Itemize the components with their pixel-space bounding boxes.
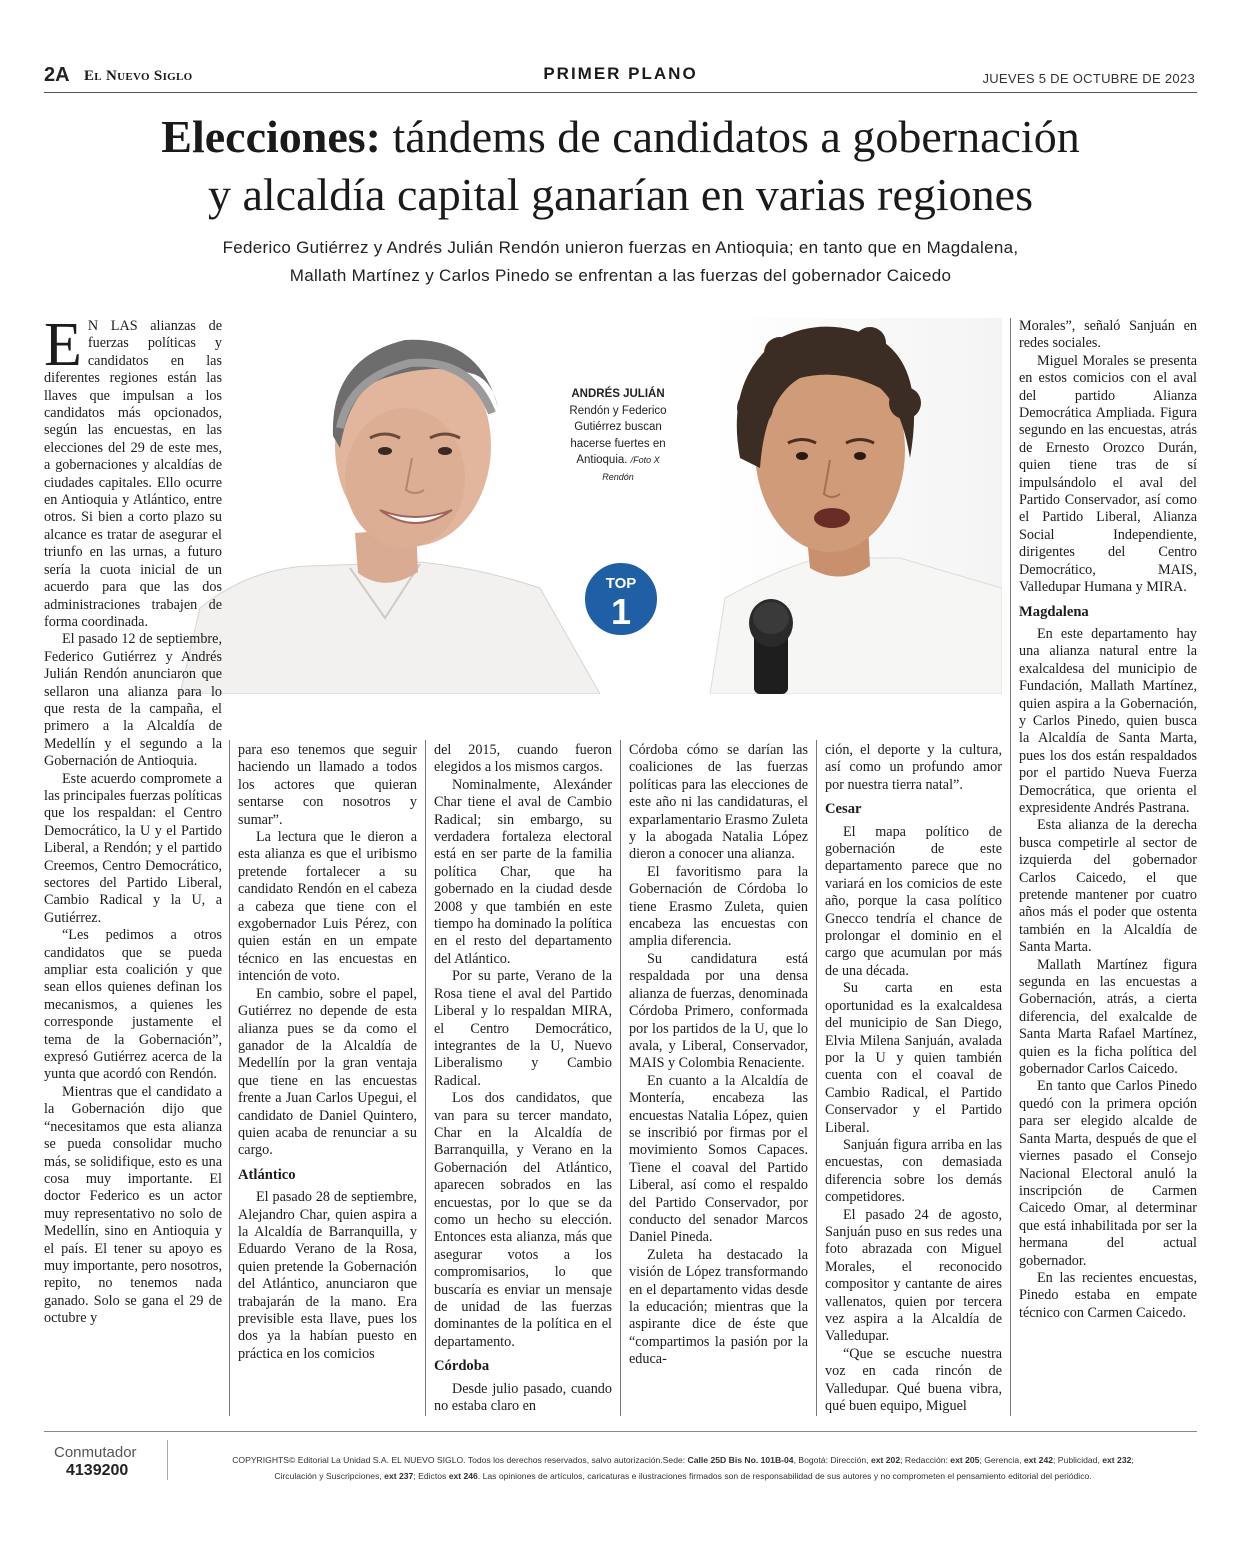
top-1-badge bbox=[582, 560, 660, 638]
subheadline-line1: Federico Gutiérrez y Andrés Julián Rendón unieron fuerzas en Antioquia; en tanto que en Magdalena, bbox=[222, 238, 1019, 257]
article-paragraph: Mallath Martínez figura segunda en las encuestas a Gobernación, atrás, a cierta diferencia, del exalcalde de Santa Marta Rafael Martínez, quien es la ficha política del gobernador Carlos Caicedo. bbox=[1019, 956, 1197, 1078]
article-paragraph: El mapa político de gobernación de este departamento parece que no variará en los comicios de este año, porque la casa político Gnecco tendría el chance de prolongar el dominio en el cargo que acumulan por más de una década. bbox=[825, 823, 1002, 979]
header-rule bbox=[44, 92, 1197, 93]
article-paragraph: Su carta en esta oportunidad es la exalcaldesa del municipio de San Diego, Elvia Milena Sanjuán, avalada por la U y quien también cuenta con el coaval de Cambio Radical, el Partido Conservador y el Partido Liberal. bbox=[825, 980, 1002, 1136]
column-rule bbox=[1010, 318, 1011, 1416]
headline-lead: Elecciones: bbox=[161, 111, 381, 162]
badge-top-text: TOP bbox=[605, 575, 637, 592]
headline-line2: y alcaldía capital ganarían en varias regiones bbox=[207, 169, 1034, 220]
conmutador-label: Conmutador bbox=[54, 1444, 137, 1461]
article-column-3 bbox=[434, 742, 612, 1415]
article-paragraph: Zuleta ha destacado la visión de López transformando en el departamento vidas desde la educación; mientras que la aspirante dice de éste que “compartimos la pasión por la educa- bbox=[629, 1246, 808, 1368]
article-paragraph: En las recientes encuestas, Pinedo estaba en empate técnico con Carmen Caicedo. bbox=[1019, 1269, 1197, 1321]
article-column-1 bbox=[44, 311, 222, 1328]
article-column-4 bbox=[629, 742, 808, 1369]
article-paragraph: Este acuerdo compromete a las principales fuerzas políticas que los respaldan: el Centro Democrático, la U y el Partido Liberal, a Rendón; y el partido Creemos, Centro Democrático, sectores del Partido Liberal, Cambio Radical y la U, a Gutiérrez. bbox=[44, 770, 222, 926]
caption-head: ANDRÉS JULIÁN bbox=[571, 388, 665, 400]
article-paragraph: “Les pedimos a otros candidatos que se pueda ampliar esta coalición y que sean ellos quienes definan los mecanismos, a quienes les corresponde justamente el tema de la Gobernación”, expresó Gutiérrez acerca de la yunta que acordó con Rendón. bbox=[44, 927, 222, 1083]
dropcap: E bbox=[44, 311, 82, 379]
page-number: 2A bbox=[44, 64, 70, 86]
column-rule bbox=[425, 740, 426, 1416]
headline bbox=[30, 108, 1211, 224]
newspaper-name: El Nuevo Siglo bbox=[84, 68, 193, 84]
article-paragraph: Los dos candidatos, que van para su tercer mandato, Char en la Alcaldía de Barranquilla, y Verano en la Gobernación del Atlántico, aparecen sobrados en las encuestas, por lo que se da como un hecho su elección. Entonces esta alianza, más que asegurar votos a los compromisarios, lo que buscaría es enviar un mensaje de unidad de las fuerzas dominantes de la política en el departamento. bbox=[434, 1090, 612, 1350]
article-paragraph: ción, el deporte y la cultura, así como un profundo amor por nuestra tierra natal”. bbox=[825, 742, 1002, 793]
section-title: PRIMER PLANO bbox=[543, 64, 698, 83]
article-column-2 bbox=[238, 742, 417, 1363]
article-paragraph: El pasado 28 de septiembre, Alejandro Char, quien aspira a la Alcaldía de Barranquilla, y Eduardo Verano de la Rosa, quien pretende la Gobernación del Atlántico, anunciaron que trabajarán de la mano. Era previsible esta llave, pues los dos ya la habían puesto en práctica en los comicios bbox=[238, 1189, 417, 1362]
subheading-magdalena: Magdalena bbox=[1019, 603, 1089, 620]
column-rule bbox=[816, 740, 817, 1416]
article-paragraph: En tanto que Carlos Pinedo quedó con la primera opción para ser elegido alcalde de Santa Marta, después de que el viernes pasado el Consejo Nacional Electoral anuló la inscripción de Carmen Caicedo Omar, al determinar que está inhabilitada por ser la hermana del actual gobernador. bbox=[1019, 1078, 1197, 1269]
article-paragraph: En cambio, sobre el papel, Gutiérrez no depende de esta alianza pues se da como el ganador de la Alcaldía de Medellín por la gran ventaja que tiene en las encuestas frente a Juan Carlos Upegui, el candidato de Daniel Quintero, quien acaba de renunciar a su cargo. bbox=[238, 985, 417, 1159]
article-column-5 bbox=[825, 742, 1002, 1415]
footer-divider bbox=[167, 1440, 168, 1480]
issue-date: JUEVES 5 DE OCTUBRE DE 2023 bbox=[982, 71, 1195, 86]
top-badge-icon bbox=[582, 560, 660, 638]
badge-number: 1 bbox=[610, 591, 632, 632]
article-paragraph: Mientras que el candidato a la Gobernación dijo que “necesitamos que esta alianza se pueda consolidar mucho más, se solidifique, esto es una cosa muy importante. El doctor Federico es un actor muy representativo no solo de Medellín, sino en Antioquia y el país. El tener su apoyo es muy importante, pero nosotros, repito, no tenemos nada ganado. Solo se gana el 29 de octubre y bbox=[44, 1083, 222, 1327]
article-paragraph: Por su parte, Verano de la Rosa tiene el aval del Partido Liberal y lo respaldan MIRA, el Centro Democrático, integrantes de la U, Nuevo Liberalismo y Cambio Radical. bbox=[434, 968, 612, 1089]
article-paragraph: En este departamento hay una alianza natural entre la exalcaldesa del municipio de Fundación, Mallath Martínez, quien aspira a la Gobernación, y Carlos Pinedo, quien busca la Alcaldía de Santa Marta, pues los dos están respaldados por el partido Nueva Fuerza Democrática, que orienta el expresidente Andrés Pastrana. bbox=[1019, 625, 1197, 816]
copyright-notice: COPYRIGHTS© Editorial La Unidad S.A. EL NUEVO SIGLO. Todos los derechos reservados, salvo autorización.Sede: Calle 25D Bis No. 101B-04, Bogotá: Dirección, ext 202; Redacción: ext 205; Gerencia, ext 242; Publicidad, ext 232; Circulación y Suscripciones, ext 237; Edictos ext 246. Las opiniones de artículos, caricaturas e ilustraciones firmados son de responsabilidad de sus autores y no comprometen el pensamiento editorial del periódico. bbox=[232, 1455, 1134, 1481]
article-paragraph: Morales”, señaló Sanjuán en redes sociales. bbox=[1019, 318, 1197, 352]
article-paragraph: “Que se escuche nuestra voz en cada rincón de Valledupar. Qué buena vibra, qué buen equipo, Miguel bbox=[825, 1345, 1002, 1415]
subheadline bbox=[60, 234, 1181, 290]
footer-rule bbox=[44, 1431, 1197, 1432]
article-paragraph: para eso tenemos que seguir haciendo un llamado a todos los actores que quieran sentarse con nosotros y sumar”. bbox=[238, 742, 417, 828]
headline-line1: tándems de candidatos a gobernación bbox=[381, 111, 1080, 162]
subheading-cesar: Cesar bbox=[825, 801, 862, 818]
column-rule bbox=[229, 740, 230, 1416]
photo-credit: /Foto X Rendón bbox=[602, 455, 660, 482]
subheadline-line2: Mallath Martínez y Carlos Pinedo se enfrentan a las fuerzas del gobernador Caicedo bbox=[289, 266, 952, 285]
article-paragraph: Su candidatura está respaldada por una densa alianza de fuerzas, denominada Córdoba Primero, conformada por los partidos de la U, que lo avala, y Liberal, Conservador, MAIS y Colombia Renaciente. bbox=[629, 950, 808, 1072]
article-paragraph: Córdoba cómo se darían las coaliciones de las fuerzas políticas para las elecciones de este año ni las candidaturas, el exparlamentario Erasmo Zuleta y la abogada Natalia López dieron a conocer una alianza. bbox=[629, 742, 808, 863]
article-paragraph: El pasado 24 de agosto, Sanjuán puso en sus redes una foto abrazada con Miguel Morales, el reconocido compositor y cantante de aires vallenatos, quien por tercera vez aspira a la Alcaldía de Valledupar. bbox=[825, 1206, 1002, 1345]
subheading-cordoba: Córdoba bbox=[434, 1358, 490, 1375]
article-paragraph: Nominalmente, Alexánder Char tiene el aval de Cambio Radical; sin embargo, su verdadera fortaleza electoral está en ser parte de la familia política Char, que ha gobernado en la ciudad desde 2008 y que también en este tiempo ha dominado la política en el resto del departamento del Atlántico. bbox=[434, 776, 612, 967]
article-paragraph: En cuanto a la Alcaldía de Montería, encabeza las encuestas Natalia López, quien se inscribió por firmas por el movimiento Somos Capaces. Tiene el coaval del Partido Liberal, así como el respaldo del Partido Conservador, por conducto del senador Marcos Daniel Pineda. bbox=[629, 1072, 808, 1246]
article-paragraph: E N LAS alianzas de fuerzas políticas y candidatos en las diferentes regiones están las llaves que impulsan a los candidatos más opcionados, según las encuestas, en las elecciones del 29 de este mes, a gobernaciones y alcaldías de ciudades capitales. Ello ocurre en Antioquia y Atlántico, entre otros. Si bien a corto plazo su alcance es tratar de asegurar el triunfo en las urnas, a futuro sería la cuota inicial de un acuerdo para que las dos administraciones trabajen de forma coordinada. bbox=[44, 311, 222, 630]
article-column-6 bbox=[1019, 318, 1197, 1322]
article-paragraph: Sanjuán figura arriba en las encuestas, con demasiada diferencia sobre los demás competidores. bbox=[825, 1136, 1002, 1206]
conmutador-number: 4139200 bbox=[66, 1462, 129, 1479]
article-paragraph: La lectura que le dieron a esta alianza es que el uribismo pretende fortalecer a su candidato Rendón en el cabeza a cabeza que tiene con el exgobernador Luis Pérez, con quien están en un empate técnico en las encuestas en intención de voto. bbox=[238, 829, 417, 985]
article-paragraph: El favoritismo para la Gobernación de Córdoba lo tiene Erasmo Zuleta, quien encabeza las encuestas con amplia diferencia. bbox=[629, 863, 808, 950]
subheading-atlantico: Atlántico bbox=[238, 1166, 296, 1183]
article-paragraph: del 2015, cuando fueron elegidos a los mismos cargos. bbox=[434, 742, 612, 776]
caption-body: Rendón y Federico Gutiérrez buscan hacerse fuertes en Antioquia. bbox=[569, 404, 667, 466]
article-paragraph: El pasado 12 de septiembre, Federico Gutiérrez y Andrés Julián Rendón anunciaron que sellaron una alianza para lo que resta de la campaña, el primero a la Alcaldía de Medellín y el segundo a la Gobernación de Antioquia. bbox=[44, 631, 222, 770]
photo-caption bbox=[560, 386, 676, 485]
article-paragraph: Desde julio pasado, cuando no estaba claro en bbox=[434, 1380, 612, 1415]
article-paragraph: Miguel Morales se presenta en estos comicios con el aval del partido Alianza Democrática Ampliada. Figura segundo en las encuestas, atrás de Ernesto Orozco Durán, quien tiene tras de sí impulsándolo el aval del Partido Conservador, así como el Partido Liberal, Alianza Social Independiente, dirigentes del Centro Democrático, MAIS, Valledupar Humana y MIRA. bbox=[1019, 352, 1197, 596]
article-paragraph: Esta alianza de la derecha busca competirle al sector de izquierda del gobernador Carlos Caicedo, el que pretende mantener por cuatro años más el poder que ostenta también en la Alcaldía de Santa Marta. bbox=[1019, 817, 1197, 956]
column-rule bbox=[620, 740, 621, 1416]
